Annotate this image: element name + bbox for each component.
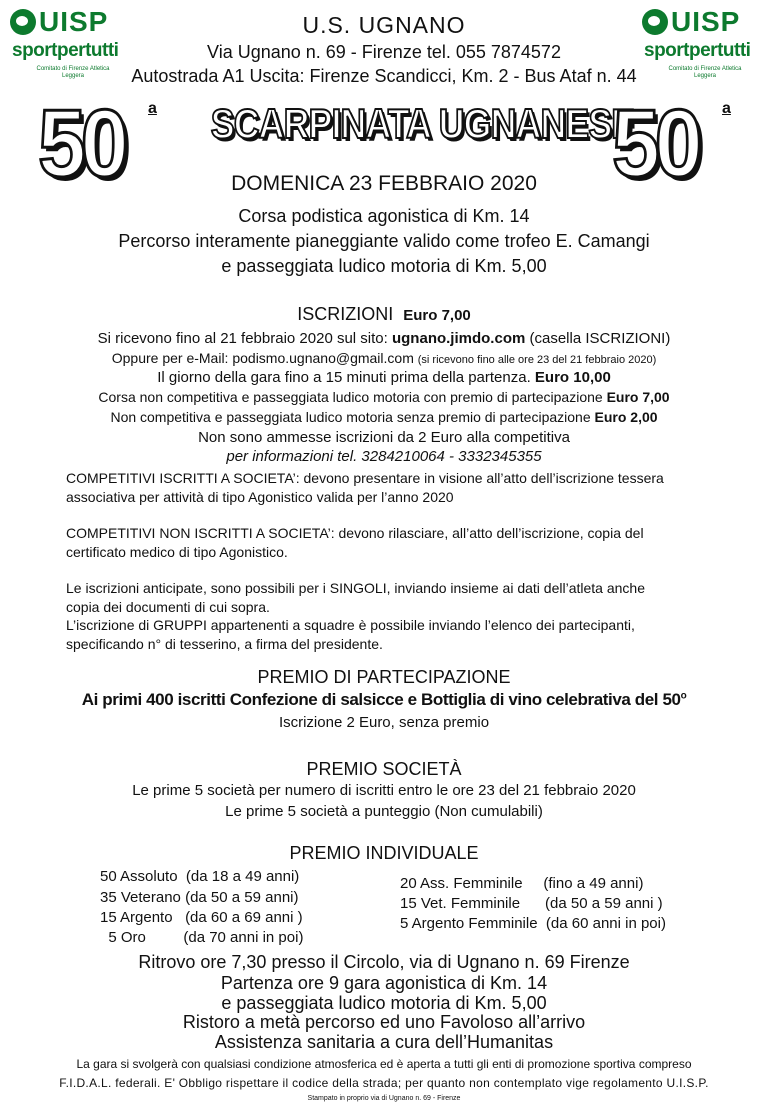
footer-line-2: F.I.D.A.L. federali. E' Obbligo rispettare il codice della strada; per quanto non contemplato vige regolamento U.I.S.P. xyxy=(59,1076,709,1090)
prize-left-3: 15 Argento (da 60 a 69 anni ) xyxy=(100,909,303,926)
partecipazione-heading: PREMIO DI PARTECIPAZIONE xyxy=(257,667,511,687)
iscrizioni-para-2a: COMPETITIVI NON ISCRITTI A SOCIETA’: devono rilasciare, all’atto dell’iscrizione, copia del xyxy=(66,525,644,541)
iscrizioni-para-2b: certificato medico di tipo Agonistico. xyxy=(66,544,288,560)
prize-right-1: 20 Ass. Femminile (fino a 49 anni) xyxy=(400,875,644,892)
iscrizioni-para-1b: associativa per attività di tipo Agonistico valida per l’anno 2020 xyxy=(66,489,454,505)
iscrizioni-info-phone: per informazioni tel. 3284210064 - 3332345355 xyxy=(226,448,542,465)
event-line-2: Percorso interamente pianeggiante valido come trofeo E. Camangi xyxy=(118,231,650,251)
event-title: SCARPINATA UGNANESE xyxy=(210,100,635,147)
edition-sup-right: a xyxy=(722,100,731,117)
ritrovo-line-4: Ristoro a metà percorso ed uno Favoloso all’arrivo xyxy=(182,1012,586,1032)
edition-number-right: 50 xyxy=(612,90,698,197)
club-directions: Autostrada A1 Uscita: Firenze Scandicci, Km. 2 - Bus Ataf n. 44 xyxy=(131,66,637,86)
iscrizioni-para-3b: copia dei documenti di cui sopra. xyxy=(66,599,270,615)
societa-line-2: Le prime 5 società a punteggio (Non cumulabili) xyxy=(225,803,543,820)
partecipazione-note: Iscrizione 2 Euro, senza premio xyxy=(278,714,490,731)
club-address: Via Ugnano n. 69 - Firenze tel. 055 7874572 xyxy=(207,42,561,62)
logo-uisp-text: UISP xyxy=(39,6,109,37)
iscrizioni-line-4: Corsa non competitiva e passeggiata ludico motoria con premio di partecipazione Euro 7,00 xyxy=(98,389,670,405)
event-line-3: e passeggiata ludico motoria di Km. 5,00 xyxy=(221,256,547,276)
logo-sportpertutti-text: sportpertutti xyxy=(644,40,751,61)
ritrovo-line-5: Assistenza sanitaria a cura dell’Humanitas xyxy=(214,1032,554,1052)
individuale-heading: PREMIO INDIVIDUALE xyxy=(289,843,479,863)
iscrizioni-para-1a: COMPETITIVI ISCRITTI A SOCIETA’: devono presentare in visione all’atto dell’iscrizione tessera xyxy=(66,470,664,486)
societa-line-1: Le prime 5 società per numero di iscritti entro le ore 23 del 21 febbraio 2020 xyxy=(132,782,636,799)
ritrovo-line-1: Ritrovo ore 7,30 presso il Circolo, via di Ugnano n. 69 Firenze xyxy=(138,952,630,972)
event-line-1: Corsa podistica agonistica di Km. 14 xyxy=(238,206,530,226)
logo-comitato-text: Comitato di Firenze Atletica Leggera xyxy=(36,66,110,79)
iscrizioni-line-2: Oppure per e-Mail: podismo.ugnano@gmail.com (si ricevono fino alle ore 23 del 21 febbraio 2020) xyxy=(111,350,657,366)
iscrizioni-para-3a: Le iscrizioni anticipate, sono possibili per i SINGOLI, inviando insieme ai dati dell’atleta anche xyxy=(66,580,645,596)
prize-right-3: 5 Argento Femminile (da 60 anni in poi) xyxy=(400,915,666,932)
iscrizioni-heading: ISCRIZIONI Euro 7,00 xyxy=(297,304,471,324)
footer-line-1: La gara si svolgerà con qualsiasi condizione atmosferica ed è aperta a tutti gli enti di promozione sportiva compreso xyxy=(76,1057,692,1071)
partecipazione-bold-line: Ai primi 400 iscritti Confezione di salsicce e Bottiglia di vino celebrativa del 50$^o$ xyxy=(81,690,687,709)
iscrizioni-line-5: Non competitiva e passeggiata ludico motoria senza premio di partecipazione Euro 2,00 xyxy=(110,409,658,425)
iscrizioni-line-6: Non sono ammesse iscrizioni da 2 Euro alla competitiva xyxy=(198,429,570,446)
logo-comitato-text: Comitato di Firenze Atletica Leggera xyxy=(668,66,742,79)
prize-left-1: 50 Assoluto (da 18 a 49 anni) xyxy=(100,868,300,885)
ritrovo-line-2: Partenza ore 9 gara agonistica di Km. 14 xyxy=(220,973,548,993)
logo-sportpertutti-text: sportpertutti xyxy=(12,40,119,61)
iscrizioni-para-3d: specificando n° di tesserino, a firma del presidente. xyxy=(66,636,383,652)
iscrizioni-line-3: Il giorno della gara fino a 15 minuti prima della partenza. Euro 10,00 xyxy=(157,369,611,386)
edition-number-left: 50 xyxy=(38,90,124,197)
prize-left-4: 5 Oro (da 70 anni in poi) xyxy=(100,929,304,946)
ritrovo-line-3: e passeggiata ludico motoria di Km. 5,00 xyxy=(221,993,547,1013)
iscrizioni-line-1: Si ricevono fino al 21 febbraio 2020 sul sito: ugnano.jimdo.com (casella ISCRIZIONI) xyxy=(97,330,671,347)
iscrizioni-para-3c: L’iscrizione di GRUPPI appartenenti a squadre è possibile inviando l’elenco dei partecipanti, xyxy=(66,617,635,633)
event-date: DOMENICA 23 FEBBRAIO 2020 xyxy=(231,172,537,195)
club-name: U.S. UGNANO xyxy=(302,12,466,38)
societa-heading: PREMIO SOCIETÀ xyxy=(306,759,462,779)
prize-left-2: 35 Veterano (da 50 a 59 anni) xyxy=(100,889,299,906)
logo-uisp-text: UISP xyxy=(671,6,741,37)
edition-sup-left: a xyxy=(148,100,157,117)
prize-right-2: 15 Vet. Femminile (da 50 a 59 anni ) xyxy=(400,895,663,912)
footer-stampato: Stampato in proprio via di Ugnano n. 69 - Firenze xyxy=(307,1095,461,1102)
